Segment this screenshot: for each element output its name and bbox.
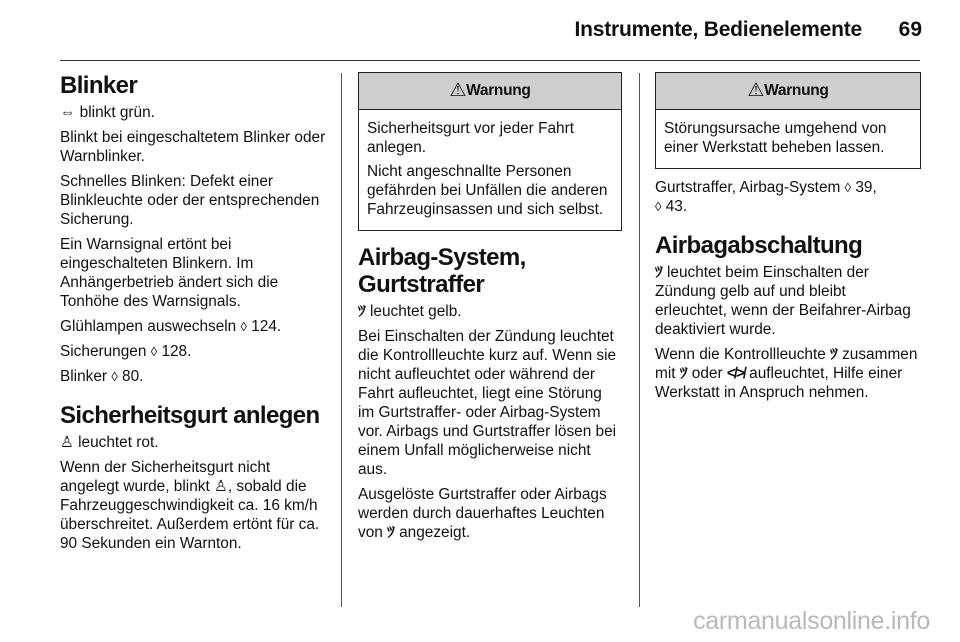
ref-text: Gurtstraffer, Airbag-System xyxy=(655,179,841,196)
column-rule-2 xyxy=(639,73,640,607)
warning-text-1: Störungsursache umgehend von einer Werkstatt beheben lassen. xyxy=(664,120,887,156)
section-heading-airbag-off: Airbagabschaltung xyxy=(655,232,863,259)
page-number: 69 xyxy=(898,18,922,41)
ref-page: 124. xyxy=(251,318,282,335)
blinker-text-2: Schnelles Blinken: Defekt einer Blinkleuchte oder der entsprechenden Sicherung. xyxy=(60,173,320,228)
airbag-off-text-2 xyxy=(655,345,921,402)
seatbelt-status-text: leuchtet rot. xyxy=(78,434,159,451)
page-header-title: Instrumente, Bedienelemente xyxy=(574,18,862,41)
airbag-off-text-1a: leuchtet beim Einschalten der Zündung gelb auf und bleibt erleuchtet, wenn der Beifahrer-Airbag deaktiviert wurde. xyxy=(655,264,911,338)
warning-text-1: Sicherheitsgurt vor jeder Fahrt anlegen. xyxy=(367,120,575,156)
airbag-status xyxy=(358,302,622,321)
ref-page: 39, xyxy=(855,179,877,196)
warning-text-2: Nicht angeschnallte Personen gefährden bei Unfällen die anderen Fahrzeuginsassen und sich selbst. xyxy=(367,163,608,218)
column-2 xyxy=(358,72,622,548)
airbag-status-text: leuchtet gelb. xyxy=(369,303,462,320)
airbag-ref[interactable] xyxy=(655,178,921,216)
reference-icon: ◊ xyxy=(111,369,118,384)
reference-icon: ◊ xyxy=(150,344,158,359)
airbag-text-2b: angezeigt. xyxy=(399,524,471,541)
column-1 xyxy=(60,72,330,559)
ref-page: 43. xyxy=(665,198,688,215)
warning-header xyxy=(359,73,621,110)
airbag-text-2a: Ausgelöste Gurtstraffer oder Airbags werden durch dauerhaftes Leuchten von xyxy=(358,486,607,541)
blinker-ref-2[interactable] xyxy=(60,342,330,361)
section-heading-airbag: Airbag-System, Gurtstraffer xyxy=(358,244,526,298)
airbag-icon: ﾂ xyxy=(387,524,395,541)
blinker-text-1: Blinkt bei eingeschaltetem Blinker oder Warnblinker. xyxy=(60,129,326,165)
ref-text: Blinker xyxy=(60,368,108,385)
column-3 xyxy=(655,72,921,408)
airbag-icon: ﾂ xyxy=(358,303,366,320)
blinker-ref-3[interactable] xyxy=(60,367,330,386)
warning-header xyxy=(656,73,920,110)
airbag-icon: ﾂ xyxy=(679,365,688,382)
reference-icon: ◊ xyxy=(655,199,662,214)
column-rule-1 xyxy=(341,73,342,607)
section-heading-blinker: Blinker xyxy=(60,72,138,99)
warning-body xyxy=(656,110,920,168)
airbag-off-text-1 xyxy=(655,263,921,339)
side-airbag-icon: ≮≯ xyxy=(726,365,745,382)
airbag-off-icon: ﾂ xyxy=(655,264,663,281)
seatbelt-icon: ♙ xyxy=(214,478,228,495)
seatbelt-status xyxy=(60,433,330,452)
ref-text: Sicherungen xyxy=(60,343,147,360)
warning-triangle-icon: ⚠ xyxy=(449,80,467,101)
airbag-off-icon: ﾂ xyxy=(830,346,838,363)
ref-page: 128. xyxy=(161,343,192,360)
ref-text: Glühlampen auswechseln xyxy=(60,318,237,335)
seatbelt-text-a: Wenn der Sicherheitsgurt nicht angelegt wurde, blinkt xyxy=(60,459,271,495)
reference-icon: ◊ xyxy=(240,319,247,334)
airbag-off-text-2b: zusammen mit xyxy=(655,346,918,382)
seatbelt-icon: ♙ xyxy=(60,434,74,451)
warning-body xyxy=(359,110,621,230)
warning-title: Warnung xyxy=(466,82,531,99)
blinker-text-3: Ein Warnsignal ertönt bei eingeschalteten Blinkern. Im Anhängerbetrieb ändert sich die Tonhöhe des Warnsignals. xyxy=(60,236,279,310)
seatbelt-text-b: , sobald die Fahrzeuggeschwindigkeit ca. 16 km/h überschreitet. Außerdem ertönt für ca. 90 Sekunden ein Warnton. xyxy=(60,478,320,552)
airbag-text-1: Bei Einschalten der Zündung leuchtet die Kontrollleuchte kurz auf. Wenn sie nicht aufleuchtet oder während der Fahrt aufleuchtet, liegt eine Störung im Gurtstraffer- oder Airbag-System vor. Airbags und Gurtstraffer lösen bei einem Unfall möglicherweise nicht aus. xyxy=(358,328,617,478)
airbag-off-text-2a: Wenn die Kontrollleuchte xyxy=(655,346,826,363)
airbag-text-2 xyxy=(358,485,622,542)
reference-icon: ◊ xyxy=(844,180,852,195)
seatbelt-text xyxy=(60,458,330,553)
blinker-status-text: blinkt grün. xyxy=(79,104,155,121)
blinker-status xyxy=(60,103,330,122)
airbag-off-text-2c: oder xyxy=(691,365,723,382)
airbag-off-text-2d: aufleuchtet, Hilfe einer Werkstatt in Anspruch nehmen. xyxy=(655,365,903,401)
watermark: carmanualsonline.info xyxy=(693,607,930,635)
ref-page: 80. xyxy=(122,368,144,385)
header-rule xyxy=(60,60,920,61)
warning-title: Warnung xyxy=(764,82,829,99)
blinker-ref-1[interactable] xyxy=(60,317,330,336)
warning-box-seatbelt xyxy=(358,72,622,231)
turn-signal-icon: ⇔ xyxy=(60,104,76,121)
warning-triangle-icon: ⚠ xyxy=(747,80,765,101)
warning-box-airbag xyxy=(655,72,921,169)
section-heading-seatbelt: Sicherheitsgurt anlegen xyxy=(60,402,320,429)
